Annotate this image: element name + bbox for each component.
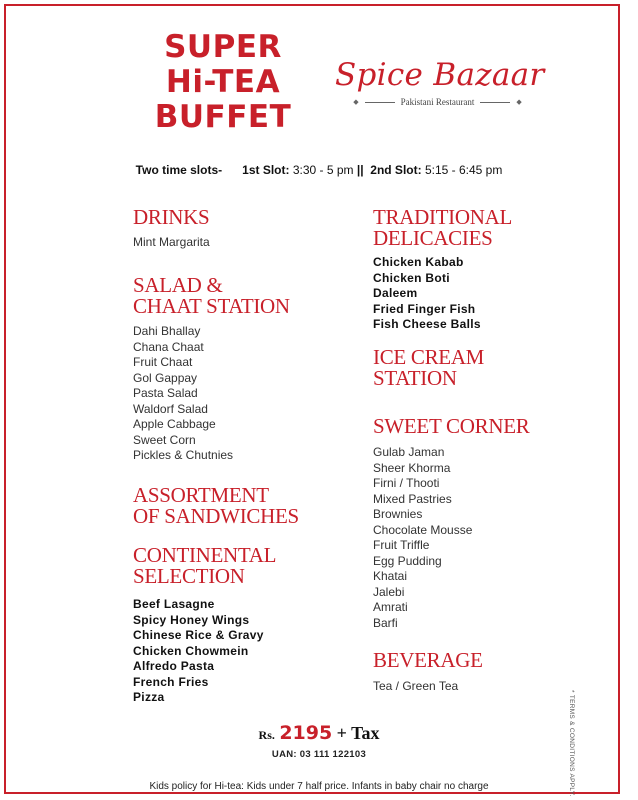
list-item: Mixed Pastries bbox=[373, 491, 452, 506]
heading-line: DRINKS bbox=[133, 205, 210, 229]
slot2-time: 5:15 - 6:45 pm bbox=[424, 163, 503, 177]
list-item: Beef Lasagne bbox=[133, 597, 215, 611]
list-item: Egg Pudding bbox=[373, 553, 442, 568]
continental-list bbox=[133, 597, 276, 706]
price-line bbox=[0, 722, 638, 744]
section-heading bbox=[133, 485, 299, 527]
slots-intro: Two time slots- bbox=[135, 163, 223, 177]
section-heading bbox=[373, 347, 484, 389]
list-item: Fish Cheese Balls bbox=[373, 317, 481, 331]
heading-line: SWEET CORNER bbox=[373, 414, 530, 438]
salad-list bbox=[133, 324, 290, 464]
list-item: Chana Chaat bbox=[133, 339, 204, 354]
list-item: Pizza bbox=[133, 690, 165, 704]
price-suffix: + Tax bbox=[336, 723, 380, 743]
list-item: Chicken Chowmein bbox=[133, 643, 249, 658]
list-item: Spicy Honey Wings bbox=[133, 612, 250, 627]
section-heading bbox=[133, 207, 210, 228]
list-item: Sweet Corn bbox=[133, 432, 196, 447]
uan-number: UAN: 03 111 122103 bbox=[271, 749, 367, 760]
section-heading bbox=[373, 207, 512, 249]
list-item: Barfi bbox=[373, 615, 398, 630]
list-item: Firni / Thooti bbox=[373, 476, 440, 490]
logo-ornament-right: ◆ bbox=[516, 98, 522, 106]
heading-line: DELICACIES bbox=[373, 226, 493, 250]
time-slots bbox=[0, 163, 638, 177]
list-item: Chicken Kabab bbox=[373, 255, 464, 269]
slot2-label: 2nd Slot: bbox=[370, 163, 422, 177]
list-item: Pasta Salad bbox=[133, 386, 198, 400]
heading-line: SALAD & bbox=[133, 273, 223, 297]
list-item: Dahi Bhallay bbox=[133, 324, 201, 338]
list-item: Chocolate Mousse bbox=[373, 522, 473, 537]
list-item: Fruit Triffle bbox=[373, 538, 430, 552]
logo-rule-right bbox=[480, 102, 510, 103]
list-item: Amrati bbox=[373, 600, 408, 614]
heading-line: TRADITIONAL bbox=[373, 205, 513, 229]
kids-policy: Kids policy for Hi-tea: Kids under 7 half price. Infants in baby chair no charge bbox=[149, 781, 489, 792]
list-item: Alfredo Pasta bbox=[133, 659, 215, 673]
list-item: French Fries bbox=[133, 674, 209, 689]
list-item: Gulab Jaman bbox=[373, 445, 445, 459]
list-item: Fried Finger Fish bbox=[373, 301, 476, 316]
section-beverage bbox=[373, 650, 483, 695]
section-heading bbox=[133, 545, 276, 587]
list-item: Sheer Khorma bbox=[373, 460, 451, 475]
list-item: Tea / Green Tea bbox=[373, 679, 459, 693]
price-currency: Rs. bbox=[258, 728, 275, 742]
slot1-time: 3:30 - 5 pm bbox=[292, 163, 354, 177]
heading-line: CHAAT STATION bbox=[133, 294, 290, 318]
list-item: Gol Gappay bbox=[133, 370, 198, 385]
list-item: Jalebi bbox=[373, 584, 405, 599]
section-continental bbox=[133, 545, 276, 706]
section-icecream bbox=[373, 347, 484, 389]
section-heading bbox=[373, 416, 529, 437]
logo-subtitle-row bbox=[335, 97, 540, 107]
logo-ornament-left: ◆ bbox=[353, 98, 359, 106]
sweet-list bbox=[373, 445, 529, 631]
section-traditional bbox=[373, 207, 512, 333]
section-heading bbox=[373, 650, 483, 671]
title-line-2: Hi-TEA bbox=[165, 64, 281, 100]
section-sweet bbox=[373, 416, 529, 631]
section-drinks bbox=[133, 207, 210, 251]
list-item: Brownies bbox=[373, 507, 423, 521]
logo-name: Spice Bazaar bbox=[335, 57, 545, 93]
heading-line: STATION bbox=[373, 366, 457, 390]
restaurant-logo bbox=[335, 55, 545, 107]
drinks-list bbox=[133, 235, 210, 251]
list-item: Chinese Rice & Gravy bbox=[133, 628, 264, 642]
title-line-1: SUPER bbox=[164, 29, 282, 65]
list-item: Mint Margarita bbox=[133, 235, 210, 249]
slot1-label: 1st Slot: bbox=[242, 163, 290, 177]
price-amount: 2195 bbox=[279, 722, 333, 744]
heading-line: CONTINENTAL bbox=[133, 543, 277, 567]
list-item: Waldorf Salad bbox=[133, 401, 208, 416]
list-item: Daleem bbox=[373, 286, 418, 300]
logo-subtitle: Pakistani Restaurant bbox=[400, 97, 475, 107]
heading-line: SELECTION bbox=[133, 564, 245, 588]
heading-line: OF SANDWICHES bbox=[133, 504, 299, 528]
traditional-list bbox=[373, 255, 512, 333]
title-line-3: BUFFET bbox=[154, 99, 292, 135]
section-salad bbox=[133, 275, 290, 464]
list-item: Fruit Chaat bbox=[133, 355, 193, 369]
section-sandwiches bbox=[133, 485, 299, 527]
heading-line: ASSORTMENT bbox=[133, 483, 269, 507]
list-item: Khatai bbox=[373, 569, 408, 583]
heading-line: ICE CREAM bbox=[373, 345, 485, 369]
terms-note: * TERMS & CONDITIONS APPLY. bbox=[568, 690, 575, 797]
logo-rule-left bbox=[365, 102, 395, 103]
slot-separator: || bbox=[356, 163, 364, 177]
section-heading bbox=[133, 275, 290, 317]
list-item: Chicken Boti bbox=[373, 270, 450, 285]
heading-line: BEVERAGE bbox=[373, 648, 483, 672]
beverage-list bbox=[373, 679, 483, 695]
list-item: Pickles & Chutnies bbox=[133, 448, 234, 462]
list-item: Apple Cabbage bbox=[133, 417, 216, 431]
menu-title bbox=[128, 30, 318, 135]
